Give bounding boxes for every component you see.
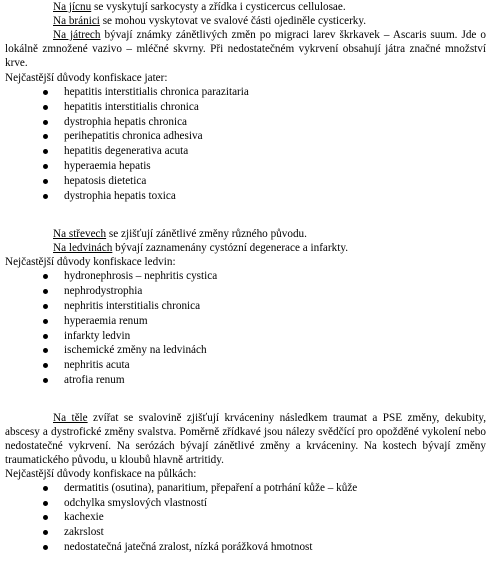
list-item: hydronephrosis – nephritis cystica — [43, 269, 486, 284]
list-item: infarkty ledvin — [43, 329, 486, 344]
heading-carcass-confiscation: Nejčastější důvody konfiskace na půlkách: — [5, 467, 197, 480]
heading-liver-confiscation: Nejčastější důvody konfiskace jater: — [5, 72, 168, 84]
list-item: hyperaemia hepatis — [43, 159, 486, 174]
section-liver — [5, 0, 486, 203]
list-item: kachexie — [43, 510, 486, 525]
list-item: hepatitis interstitialis chronica parazitaria — [43, 85, 486, 100]
list-item: atrofia renum — [43, 373, 486, 388]
list-item: odchylka smyslových vlastností — [43, 496, 486, 511]
list-item: hyperaemia renum — [43, 314, 486, 329]
list-item: perihepatitis chronica adhesiva — [43, 129, 486, 144]
list-item: nephritis interstitialis chronica — [43, 299, 486, 314]
term-carcass: Na těle — [53, 411, 88, 424]
list-liver-confiscation — [5, 85, 486, 203]
text-liver: bývají známky zánětlivých změn po migraci larev škrkavek – Ascaris suum. Jde o lokálně zmnožené vazivo – mléčné skvrny. Při nedostatečném vykrvení obsahují játra značné množství krve. — [5, 29, 487, 69]
text-intestines: se zjišťují zánětlivé změny různého původu. — [106, 228, 307, 241]
text-diaphragm: se mohou vyskytovat ve svalové části ojediněle cysticerky. — [99, 15, 367, 27]
paragraph-esophagus — [5, 0, 486, 14]
term-intestines: Na střevech — [53, 228, 107, 241]
term-liver: Na játrech — [53, 29, 101, 41]
list-item: dystrophia hepatis chronica — [43, 115, 486, 130]
section-carcass — [5, 411, 486, 555]
text-carcass: zvířat se svalovině zjišťují krváceniny následkem traumat a PSE změny, dekubity, abscesy a dystrofické změny svalstva. Poměrně zřídkavé jsou nálezy svědčící pro opožděné vykolení nebo nedostatečné vykrvení. Na serózách bývají zánětlivé změny a krváceniny. Na kostech bývají změny traumatického původu, u kloubů hlavně artritidy. — [5, 411, 486, 466]
paragraph-liver — [5, 28, 486, 70]
list-item: ischemické změny na ledvinách — [43, 343, 486, 358]
list-item: nedostatečná jatečná zralost, nízká porážková hmotnost — [43, 540, 486, 555]
paragraph-intestines — [5, 227, 486, 241]
list-item: dermatitis (osutina), panaritium, přepaření a potrhání kůže – kůže — [43, 481, 486, 496]
list-item: hepatitis interstitialis chronica — [43, 100, 486, 115]
paragraph-kidneys — [5, 241, 486, 255]
term-diaphragm: Na bránici — [53, 15, 100, 27]
paragraph-diaphragm — [5, 14, 486, 28]
term-kidneys: Na ledvinách — [53, 242, 113, 255]
heading-kidney-confiscation: Nejčastější důvody konfiskace ledvin: — [5, 256, 176, 269]
spacer — [5, 388, 486, 411]
paragraph-carcass — [5, 411, 486, 467]
list-item: hepatosis dietetica — [43, 174, 486, 189]
list-item: dystrophia hepatis toxica — [43, 189, 486, 204]
term-esophagus: Na jícnu — [53, 1, 92, 13]
list-carcass-confiscation — [5, 481, 486, 555]
list-item: hepatitis degenerativa acuta — [43, 144, 486, 159]
list-item: zakrslost — [43, 525, 486, 540]
text-esophagus: se vyskytují sarkocysty a zřídka i cysticercus cellulosae. — [91, 1, 346, 13]
spacer — [5, 203, 486, 227]
section-kidney — [5, 227, 486, 387]
list-item: nephrodystrophia — [43, 284, 486, 299]
text-kidneys: bývají zaznamenány cystózní degenerace a infarkty. — [112, 242, 348, 255]
list-item: nephritis acuta — [43, 358, 486, 373]
list-kidney-confiscation — [5, 269, 486, 387]
